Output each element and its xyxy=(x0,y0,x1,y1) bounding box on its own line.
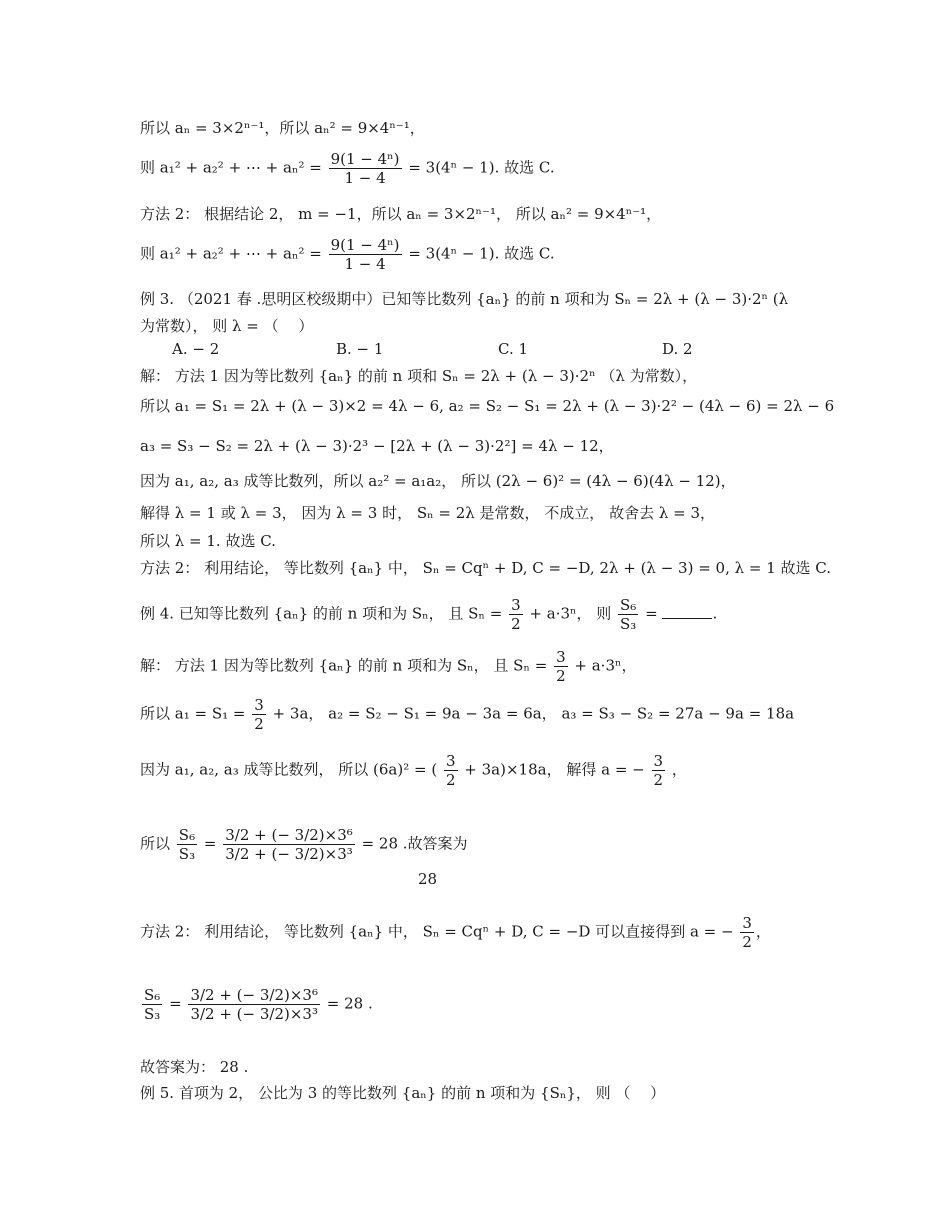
line-4-rhs: = 3(4ⁿ − 1). 故选 C. xyxy=(408,244,555,263)
fraction-numerator: 9(1 − 4ⁿ) xyxy=(330,236,400,254)
fraction xyxy=(444,752,458,789)
solution-4-text-4: + 3a， a₂ = S₂ − S₁ = 9a − 3a = 6a， a₃ = S₃ − S₂ = 27a − 9a = 18a xyxy=(272,704,795,723)
line-4 xyxy=(140,236,555,273)
fraction-denominator: S₃ xyxy=(144,1005,161,1023)
solution-3-line-6: 所以 λ = 1. 故选 C. xyxy=(140,532,276,550)
solution-4-text-7: ， xyxy=(671,760,687,779)
big-fraction-numerator: 3/2 + (− 3/2)×3⁶ xyxy=(190,986,318,1004)
big-fraction-denominator: 3/2 + (− 3/2)×3³ xyxy=(225,845,353,863)
fraction-numerator: 3 xyxy=(556,648,566,666)
method-2-text: 方法 2： 利用结论， 等比数列 {aₙ} 中， Sₙ = Cqⁿ + D, C = −D 可以直接得到 a = − xyxy=(140,922,734,941)
solution-4-line-3 xyxy=(140,752,687,789)
fraction-denominator: S₃ xyxy=(620,615,637,633)
choice-c: C. 1 xyxy=(498,340,529,358)
line-4-lhs: 则 a₁² + a₂² + ⋯ + aₙ² = xyxy=(140,244,322,263)
fraction xyxy=(618,596,638,633)
choice-b: B. − 1 xyxy=(336,340,384,358)
fraction-numerator: S₆ xyxy=(620,596,637,614)
line-3: 方法 2： 根据结论 2， m = −1，所以 aₙ = 3×2ⁿ⁻¹， 所以 aₙ² = 9×4ⁿ⁻¹， xyxy=(140,205,662,223)
solution-4-line-2 xyxy=(140,696,794,733)
fraction xyxy=(142,986,162,1023)
fraction-denominator: 2 xyxy=(511,615,521,633)
solution-4-text: 解： 方法 1 因为等比数列 {aₙ} 的前 n 项和为 Sₙ， 且 Sₙ = xyxy=(140,656,548,675)
solution-4-text-6: + 3a)×18a， 解得 a = − xyxy=(464,760,645,779)
answer-blank xyxy=(662,604,712,619)
fraction xyxy=(329,150,402,187)
example-4-text: 例 4. 已知等比数列 {aₙ} 的前 n 项和为 Sₙ， 且 Sₙ = xyxy=(140,604,503,623)
solution-3-line-4: 因为 a₁, a₂, a₃ 成等比数列，所以 a₂² = a₁a₂， 所以 (2λ − 6)² = (4λ − 6)(4λ − 12)， xyxy=(140,472,736,490)
line-1: 所以 aₙ = 3×2ⁿ⁻¹，所以 aₙ² = 9×4ⁿ⁻¹， xyxy=(140,119,425,137)
big-fraction xyxy=(223,826,355,863)
fraction-numerator: 3 xyxy=(511,596,521,614)
big-fraction xyxy=(188,986,320,1023)
equals-sign: = xyxy=(203,834,217,853)
fraction-numerator: 3 xyxy=(445,752,456,770)
line-2-lhs: 则 a₁² + a₂² + ⋯ + aₙ² = xyxy=(140,158,322,177)
method-2-example-4: 方法 2： 利用结论， 等比数列 {aₙ} 中， Sₙ = Cqⁿ + D, C = −D 可以直接得到 a = − $\frac{3}{2}$ ， xyxy=(140,914,771,951)
answer-value: 28 xyxy=(418,870,438,888)
solution-4-text-8: 所以 xyxy=(140,834,171,853)
fraction-numerator: S₆ xyxy=(144,986,161,1004)
solution-4-line-4 xyxy=(140,826,468,863)
fraction-numerator: 3 xyxy=(742,914,752,932)
fraction-denominator: 2 xyxy=(742,933,752,951)
example-5-title: 例 5. 首项为 2， 公比为 3 的等比数列 {aₙ} 的前 n 项和为 {Sₙ}， 则 （ ） xyxy=(140,1084,666,1102)
method-2-result xyxy=(140,986,373,1023)
solution-3-line-5: 解得 λ = 1 或 λ = 3， 因为 λ = 3 时， Sₙ = 2λ 是常数， 不成立， 故舍去 λ = 3， xyxy=(140,504,715,522)
equals-sign: = xyxy=(645,604,658,623)
choice-a: A. − 2 xyxy=(172,340,220,358)
method-2-example-3: 方法 2： 利用结论， 等比数列 {aₙ} 中， Sₙ = Cqⁿ + D, C = −D, 2λ + (λ − 3) = 0, λ = 1 故选 C. xyxy=(140,559,832,577)
solution-4-text-3: 所以 a₁ = S₁ = xyxy=(140,704,246,723)
solution-4-line-1 xyxy=(140,648,636,685)
fraction-numerator: 3 xyxy=(653,752,664,770)
big-fraction-denominator: 3/2 + (− 3/2)×3³ xyxy=(190,1005,318,1023)
equals-sign: = xyxy=(169,994,182,1013)
fraction xyxy=(652,752,666,789)
fraction-denominator: 2 xyxy=(254,715,264,733)
fraction-denominator: 2 xyxy=(445,771,456,789)
fraction-numerator: 3 xyxy=(254,696,264,714)
fraction xyxy=(509,596,523,633)
solution-4-text-2: + a·3ⁿ， xyxy=(574,656,637,675)
fraction-denominator: 2 xyxy=(556,667,566,685)
solution-4-text-5: 因为 a₁, a₂, a₃ 成等比数列， 所以 (6a)² = ( xyxy=(140,760,438,779)
fraction-denominator: 2 xyxy=(653,771,664,789)
solution-3-line-3: a₃ = S₃ − S₂ = 2λ + (λ − 3)·2³ − [2λ + (λ − 3)·2²] = 4λ − 12， xyxy=(140,437,614,455)
fraction xyxy=(252,696,266,733)
fraction xyxy=(554,648,568,685)
fraction-denominator: S₃ xyxy=(178,845,196,863)
solution-3-line-1: 解： 方法 1 因为等比数列 {aₙ} 的前 n 项和 Sₙ = 2λ + (λ − 3)·2ⁿ （λ 为常数）， xyxy=(140,367,698,385)
fraction-denominator: 1 − 4 xyxy=(344,169,386,187)
fraction-denominator: 1 − 4 xyxy=(344,255,386,273)
example-4-title: 例 4. 已知等比数列 {aₙ} 的前 n 项和为 Sₙ， 且 Sₙ = $\frac{3}{2}$ + a·3ⁿ， 则 $\frac{\text{S₆}}{\text{S₃}}$ = . xyxy=(140,596,718,633)
example-3-title: 例 3. （2021 春 .思明区校级期中）已知等比数列 {aₙ} 的前 n 项和为 Sₙ = 2λ + (λ − 3)·2ⁿ (λ xyxy=(140,290,789,308)
solution-4-text-9: = 28 .故答案为 xyxy=(361,834,468,853)
method-2-result-text: = 28 . xyxy=(326,994,373,1013)
fraction xyxy=(177,826,197,863)
example-4-text-2: + a·3ⁿ， 则 xyxy=(529,604,612,623)
solution-3-line-2: 所以 a₁ = S₁ = 2λ + (λ − 3)×2 = 4λ − 6, a₂ = S₂ − S₁ = 2λ + (λ − 3)·2² − (4λ − 6) = 2λ − 6 xyxy=(140,397,835,415)
example-3-line-2: 为常数）， 则 λ = （ ） xyxy=(140,317,314,335)
fraction xyxy=(740,914,754,951)
fraction-numerator: 9(1 − 4ⁿ) xyxy=(330,150,400,168)
answer-line: 故答案为： 28 . xyxy=(140,1058,249,1076)
line-2 xyxy=(140,150,555,187)
fraction xyxy=(329,236,402,273)
choice-d: D. 2 xyxy=(662,340,693,358)
big-fraction-numerator: 3/2 + (− 3/2)×3⁶ xyxy=(225,826,353,844)
line-2-rhs: = 3(4ⁿ − 1). 故选 C. xyxy=(408,158,555,177)
fraction-numerator: S₆ xyxy=(178,826,196,844)
